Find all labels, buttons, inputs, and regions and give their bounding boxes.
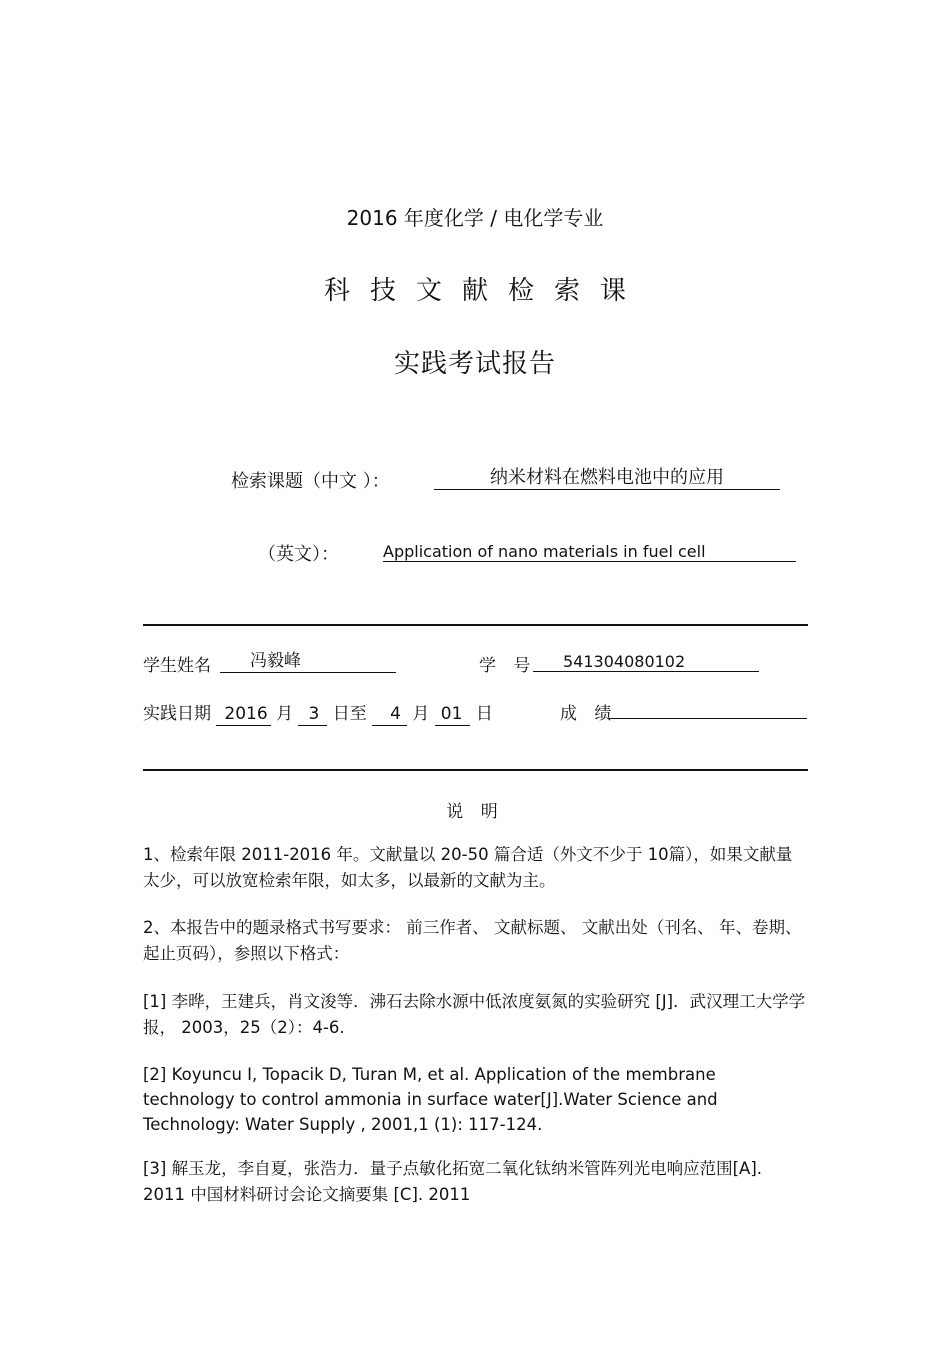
month-char-2: 月 xyxy=(412,704,430,724)
note-paragraph-2: 2、本报告中的题录格式书写要求： 前三作者、 文献标题、 文献出处（刊名、 年、卷期、起止页码），参照以下格式： xyxy=(143,918,802,963)
score-label: 成 绩 xyxy=(560,704,618,724)
notes-title: 说 明 xyxy=(446,802,504,822)
note-paragraph-1: 1、检索年限 2011-2016 年。文献量以 20-50 篇合适（外文不少于 10篇），如果文献量太少，可以放宽检索年限，如太多，以最新的文献为主。 xyxy=(143,845,793,890)
student-id-field xyxy=(533,652,759,672)
end-day: 01 xyxy=(435,705,471,726)
practice-date-row xyxy=(143,699,493,726)
practice-year: 2016 xyxy=(216,705,270,726)
reference-2: [2] Koyuncu I, Topacik D, Turan M, et al. Application of the membrane technology to control ammonia in surface water[J].Water Science and Technology: Water Supply , 2001,1 (1): 117-124. xyxy=(143,1065,718,1134)
course-title: 科技文献检索课 xyxy=(323,276,646,306)
student-name-value: 冯毅峰 xyxy=(220,652,396,673)
student-name-label: 学生姓名 xyxy=(143,656,211,676)
student-id-label: 学 号 xyxy=(479,656,537,676)
topic-cn-field xyxy=(434,467,780,490)
end-month: 4 xyxy=(372,705,407,726)
topic-cn-label: 检索课题（中文 ）： xyxy=(231,471,390,492)
reference-3: [3] 解玉龙，李自夏，张浩力．量子点敏化拓宽二氧化钛纳米管阵列光电响应范围[A]. 2011 中国材料研讨会论文摘要集 [C]. 2011 xyxy=(143,1159,763,1204)
topic-en-value: Application of nano materials in fuel cell xyxy=(383,543,796,562)
topic-cn-value: 纳米材料在燃料电池中的应用 xyxy=(434,468,780,490)
score-blank xyxy=(609,718,807,719)
student-name-field xyxy=(220,651,396,673)
divider-bottom xyxy=(143,769,808,771)
day-char: 日 xyxy=(475,704,493,724)
report-year-major: 2016 年度化学 / 电化学专业 xyxy=(346,206,604,230)
day-to: 日至 xyxy=(332,704,367,724)
report-title: 实践考试报告 xyxy=(393,349,556,379)
topic-en-label: （英文）： xyxy=(258,544,339,565)
month-char-1: 月 xyxy=(276,704,294,724)
student-id-value: 541304080102 xyxy=(533,653,759,672)
start-month: 3 xyxy=(298,705,327,726)
divider-top xyxy=(143,624,808,626)
reference-1: [1] 李晔，王建兵，肖文浚等．沸石去除水源中低浓度氨氮的实验研究 [J]．武汉理工大学学报， 2003，25（2）：4-6. xyxy=(143,992,806,1037)
topic-en-field xyxy=(383,542,796,562)
practice-date-label: 实践日期 xyxy=(143,704,211,724)
